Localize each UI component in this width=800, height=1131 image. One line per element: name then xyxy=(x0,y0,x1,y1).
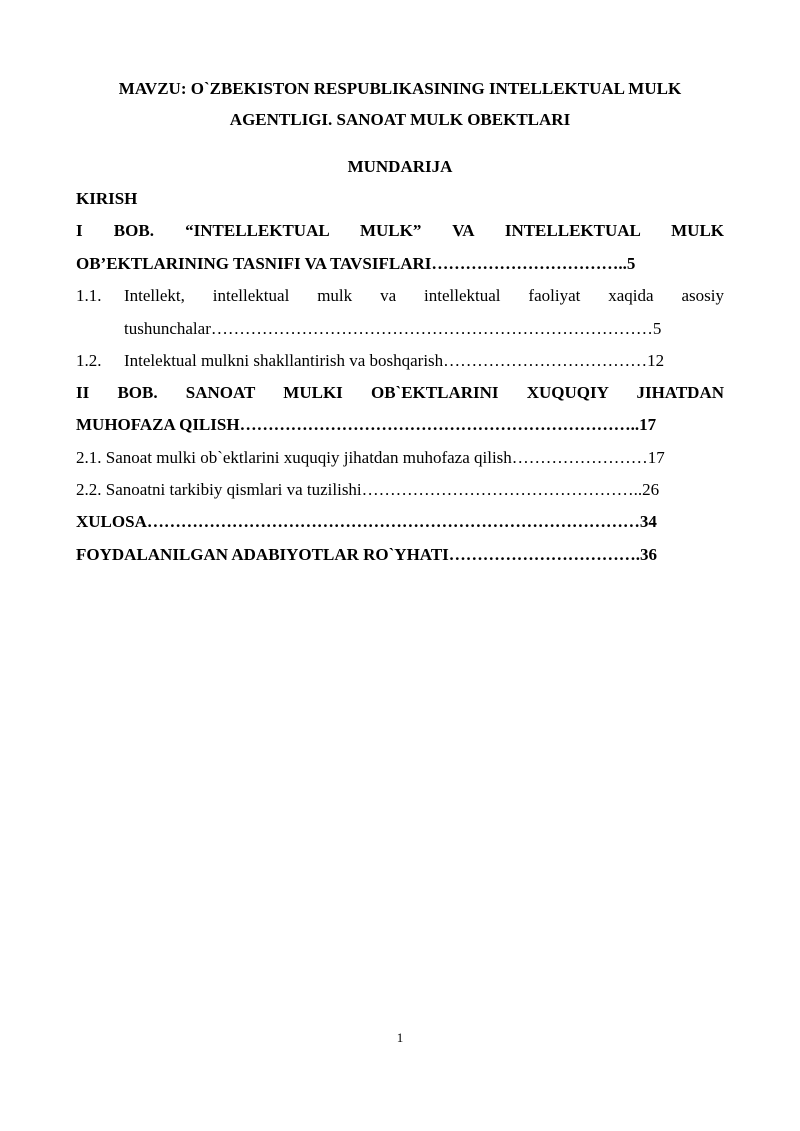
toc-section-number: 1.1. xyxy=(76,286,102,305)
toc-heading: MUNDARIJA xyxy=(347,157,453,176)
toc-section-title: Intellekt, intellektual mulk va intellektual faoliyat xaqida asosiy xyxy=(124,286,724,305)
toc-section-number: 1.2. xyxy=(76,351,102,370)
toc-entry-references: FOYDALANILGAN ADABIYOTLAR RO`YHATI…………………………….36 xyxy=(76,545,658,564)
toc-section-1-1-line-1 xyxy=(76,284,724,308)
toc-section-title: Intelektual mulkni shakllantirish va boshqarish………………………………12 xyxy=(124,351,665,370)
toc-section-1-1-line-2: tushunchalar……………………………………………………………………5 xyxy=(124,319,662,338)
toc-chapter-2-line-1: II BOB. SANOAT MULKI OB`EKTLARINI XUQUQIY JIHATDAN xyxy=(76,383,724,402)
document-title-line-2: AGENTLIGI. SANOAT MULK OBEKTLARI xyxy=(229,110,571,129)
toc-section-2-1: 2.1. Sanoat mulki ob`ektlarini xuquqiy jihatdan muhofaza qilish……………………17 xyxy=(76,448,665,467)
toc-section-2-2: 2.2. Sanoatni tarkibiy qismlari va tuzilishi…………………………………………..26 xyxy=(76,480,660,499)
toc-chapter-1-line-2: OB’EKTLARINING TASNIFI VA TAVSIFLARI……………………………..5 xyxy=(76,254,636,273)
page-number: 1 xyxy=(396,1030,404,1045)
toc-section-1-2 xyxy=(76,349,724,373)
toc-entry-kirish: KIRISH xyxy=(76,189,138,208)
document-title-line-1: MAVZU: O`ZBEKISTON RESPUBLIKASINING INTELLEKTUAL MULK xyxy=(118,79,682,98)
toc-chapter-1-line-1: I BOB. “INTELLEKTUAL MULK” VA INTELLEKTUAL MULK xyxy=(76,221,724,240)
toc-entry-xulosa: XULOSA……………………………………………………………………………34 xyxy=(76,512,657,531)
toc-chapter-2-line-2: MUHOFAZA QILISH……………………………………………………………..17 xyxy=(76,415,657,434)
